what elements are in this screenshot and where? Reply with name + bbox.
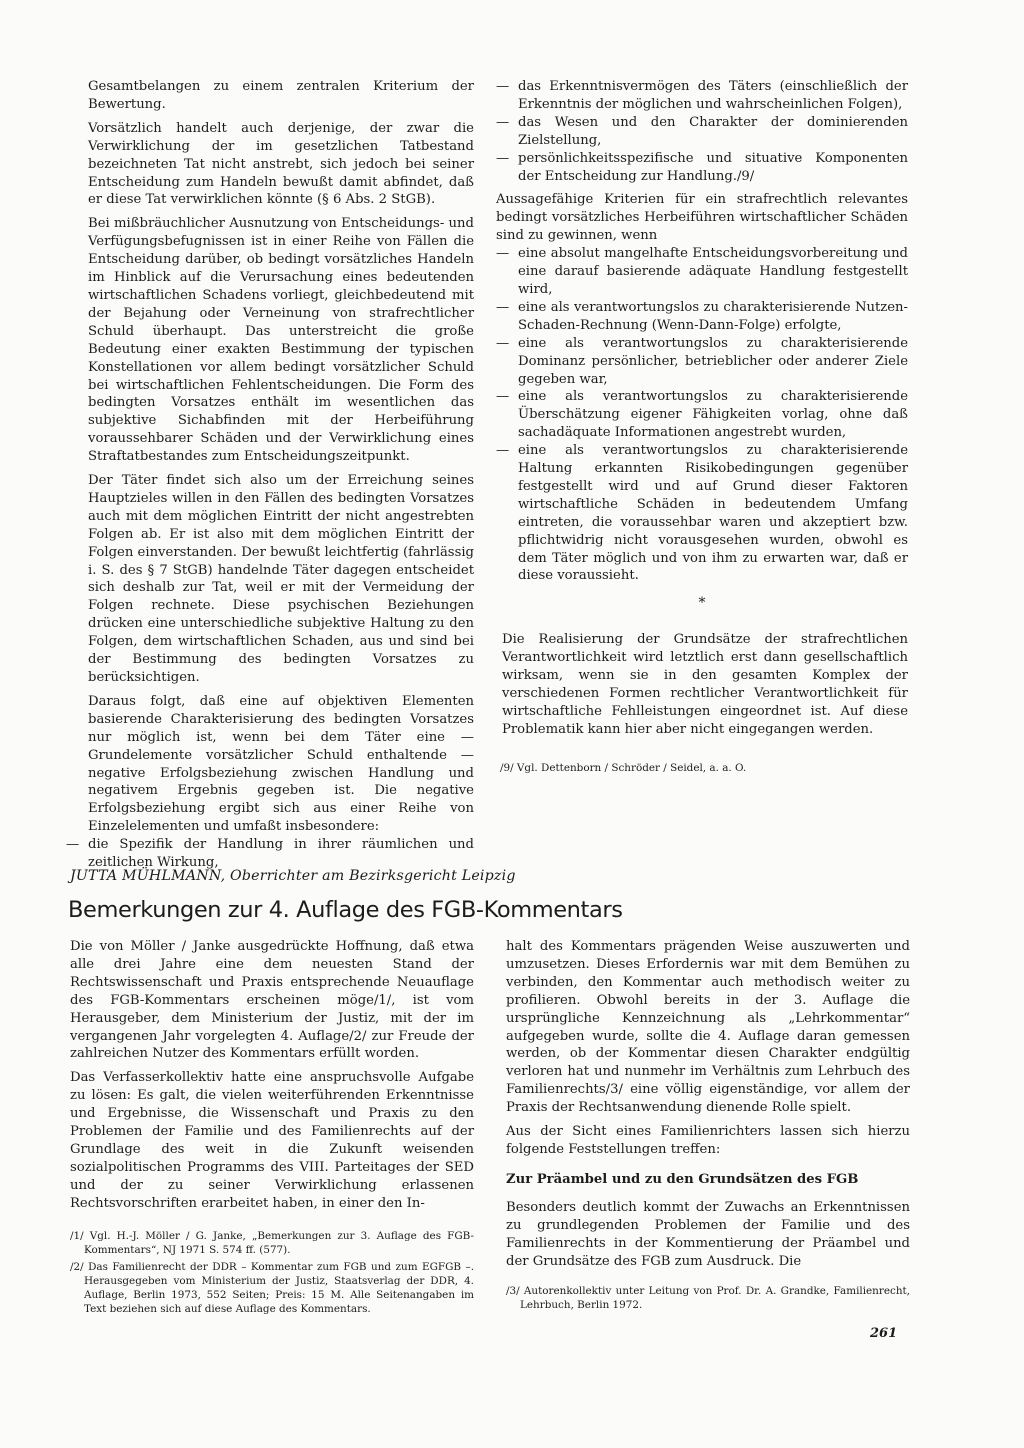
article-title: Bemerkungen zur 4. Auflage des FGB-Kommentars bbox=[68, 897, 623, 923]
footnote: /2/ Das Familienrecht der DDR – Kommentar zum FGB und zum EGFGB –. Herausgegeben vom Ministerium der Justiz, Staatsverlag der DDR, 4. Auflage, Berlin 1973, 552 Seiten; Preis: 15 M. Alle Seitenangaben im Text beziehen sich auf diese Auflage des Kommentars. bbox=[70, 1260, 474, 1315]
paragraph: Der Täter findet sich also um der Erreichung seines Hauptzieles willen in den Fällen des bedingten Vorsatzes auch mit dem möglichen Eintritt der nicht angestrebten Folgen ab. Er ist also mit dem möglichen Eintritt der Folgen einverstanden. Der bewußt leichtfertig (fahrlässig i. S. des § 7 StGB) handelnde Täter dagegen entscheidet sich deshalb zur Tat, weil er mit der Vermeidung der Folgen rechnete. Diese psychischen Beziehungen drücken eine unterschiedliche subjektive Haltung zu den Folgen, dem wirtschaftlichen Schaden, aus und sind bei der Bestimmung des bedingten Vorsatzes zu berücksichtigen. bbox=[88, 473, 474, 685]
article-left-column bbox=[70, 938, 474, 1319]
paragraph: Gesamtbelangen zu einem zentralen Kriterium der Bewertung. bbox=[88, 79, 474, 112]
list-item: — eine als verantwortungslos zu charakterisierende Dominanz persönlicher, betrieblicher oder anderer Ziele gegeben war, bbox=[496, 335, 908, 389]
list-item: — eine als verantwortungslos zu charakterisierende Überschätzung eigener Fähigkeiten vorlag, ohne daß sachadäquate Informationen angestrebt wurden, bbox=[496, 388, 908, 442]
paragraph: Aussagefähige Kriterien für ein strafrechtlich relevantes bedingt vorsätzliches Herbeiführen wirtschaftlicher Schäden sind zu gewinnen, wenn bbox=[496, 192, 908, 244]
footnote: /1/ Vgl. H.-J. Möller / G. Janke, „Bemerkungen zur 3. Auflage des FGB-Kommentars“, NJ 1971 S. 574 ff. (577). bbox=[70, 1229, 474, 1256]
paragraph: Die von Möller / Janke ausgedrückte Hoffnung, daß etwa alle drei Jahre eine dem neuesten Stand der Rechtswissenschaft und Praxis entsprechende Neuauflage des FGB-Kommentars erscheinen möge/1/, ist vom Herausgeber, dem Ministerium der Justiz, mit der im vergangenen Jahr vorgelegten 4. Auflage/2/ zur Freude der zahlreichen Nutzer des Kommentars erfüllt worden. bbox=[70, 939, 474, 1062]
list-item: — eine absolut mangelhafte Entscheidungsvorbereitung und eine darauf basierende adäquate Handlung festgestellt wird, bbox=[496, 245, 908, 299]
list-item: — persönlichkeitsspezifische und situative Komponenten der Entscheidung zur Handlung./9/ bbox=[496, 150, 908, 186]
section-separator: * bbox=[698, 595, 706, 612]
list-item: — eine als verantwortungslos zu charakterisierende Haltung erkannten Risikobedingungen gegenüber festgestellt wird und auf Grund dieser Faktoren wirtschaftliche Schäden in bedeutendem Umfang eintreten, die voraussehbar waren und akzeptiert bzw. pflichtwidrig nicht vorausgesehen wurden, obwohl es dem Täter möglich und von ihm zu erwarten war, daß er diese voraussieht. bbox=[496, 442, 908, 585]
author-byline: JUTTA MÜHLMANN, Oberrichter am Bezirksgericht Leipzig bbox=[70, 868, 516, 884]
list-item: — eine als verantwortungslos zu charakterisierende Nutzen-Schaden-Rechnung (Wenn-Dann-Folge) erfolgte, bbox=[496, 299, 908, 335]
footnote: /3/ Autorenkollektiv unter Leitung von Prof. Dr. A. Grandke, Familienrecht, Lehrbuch, Berlin 1972. bbox=[506, 1285, 910, 1312]
paragraph: Besonders deutlich kommt der Zuwachs an Erkenntnissen zu grundlegenden Problemen der Familie und des Familienrechts in der Kommentierung der Präambel und der Grundsätze des FGB zum Ausdruck. Die bbox=[506, 1199, 910, 1269]
paragraph: Die Realisierung der Grundsätze der strafrechtlichen Verantwortlichkeit wird letztlich erst dann gesellschaftlich wirksam, wenn sie in den gesamten Komplex der verschiedenen Formen rechtlicher Verantwortlichkeit für wirtschaftliche Fehlleistungen eingeordnet ist. Auf diese Problematik kann hier aber nicht eingegangen werden. bbox=[502, 632, 908, 737]
paragraph: halt des Kommentars prägenden Weise auszuwerten und umzusetzen. Dieses Erfordernis war mit dem Bemühen zu verbinden, den Kommentar auch methodisch weiter zu profilieren. Obwohl bereits in der 3. Auflage die ursprüngliche Kennzeichnung als „Lehrkommentar“ aufgegeben wurde, sollte die 4. Auflage daran gemessen werden, ob der Kommentar diesen Charakter endgültig verloren hat und nunmehr im Verhältnis zum Lehrbuch des Familienrechts/3/ eine völlig eigenständige, vor allem der Praxis der Rechtsanwendung dienende Rolle spielt. bbox=[506, 939, 910, 1116]
footnote: /9/ Vgl. Dettenborn / Schröder / Seidel, a. a. O. bbox=[500, 761, 747, 774]
page-number: 261 bbox=[870, 1326, 898, 1341]
paragraph: Vorsätzlich handelt auch derjenige, der zwar die Verwirklichung der im gesetzlichen Tatbestand bezeichneten Tat nicht anstrebt, sich jedoch bei seiner Entscheidung zum Handeln bewußt damit abfindet, daß er diese Tat verwirklichen könnte (§ 6 Abs. 2 StGB). bbox=[88, 120, 474, 208]
paragraph: Bei mißbräuchlicher Ausnutzung von Entscheidungs- und Verfügungsbefugnissen ist in einer Reihe von Fällen die Entscheidung darüber, ob bedingt vorsätzliches Handeln im Hinblick auf die Verursachung eines bedeutenden wirtschaftlichen Schadens vorliegt, gleichbedeutend mit der Bejahung oder Verneinung von strafrechtlicher Schuld überhaupt. Das unterstreicht die große Bedeutung einer exakten Bestimmung der typischen Konstellationen vor allem bedingt vorsätzlicher Schuld bei wirtschaftlichen Fehlentscheidungen. Die Form des bedingten Vorsatzes enthält im wesentlichen das subjektive Sichabfinden mit der Herbeiführung voraussehbarer Schäden und der Verwirklichung eines Straftatbestandes zum Entscheidungszeitpunkt. bbox=[88, 216, 474, 465]
section-heading: Zur Präambel und zu den Grundsätzen des FGB bbox=[506, 1171, 859, 1187]
upper-left-column bbox=[88, 78, 474, 878]
paragraph: Daraus folgt, daß eine auf objektiven Elementen basierende Charakterisierung des bedingten Vorsatzes nur möglich ist, wenn bei dem Täter eine — Grundelemente vorsätzlicher Schuld enthaltende — negative Erfolgsbeziehung zwischen Handlung und negativem Ergebnis gegeben ist. Die negative Erfolgsbeziehung ergibt sich aus einer Reihe von Einzelelementen und umfaßt insbesondere: bbox=[88, 693, 474, 835]
paragraph: Das Verfasserkollektiv hatte eine anspruchsvolle Aufgabe zu lösen: Es galt, die vielen weiterführenden Erkenntnisse und Ergebnisse, die Wissenschaft und Praxis zu den Problemen der Familie und des Familienrechts auf der Grundlage des weit in die Zukunft weisenden sozialpolitischen Programms des VIII. Parteitages der SED und der zu seiner Verwirklichung erlassenen Rechtsvorschriften erarbeitet haben, in einer den In- bbox=[70, 1070, 474, 1211]
list-item: — das Erkenntnisvermögen des Täters (einschließlich der Erkenntnis der möglichen und wahrscheinlichen Folgen), bbox=[496, 78, 908, 114]
upper-right-column bbox=[496, 78, 908, 778]
list-item: — die Spezifik der Handlung in ihrer räumlichen und zeitlichen Wirkung, bbox=[66, 836, 474, 872]
list-item: — das Wesen und den Charakter der dominierenden Zielstellung, bbox=[496, 114, 908, 150]
article-right-column bbox=[506, 938, 910, 1315]
paragraph: Aus der Sicht eines Familienrichters lassen sich hierzu folgende Feststellungen treffen: bbox=[506, 1124, 910, 1157]
